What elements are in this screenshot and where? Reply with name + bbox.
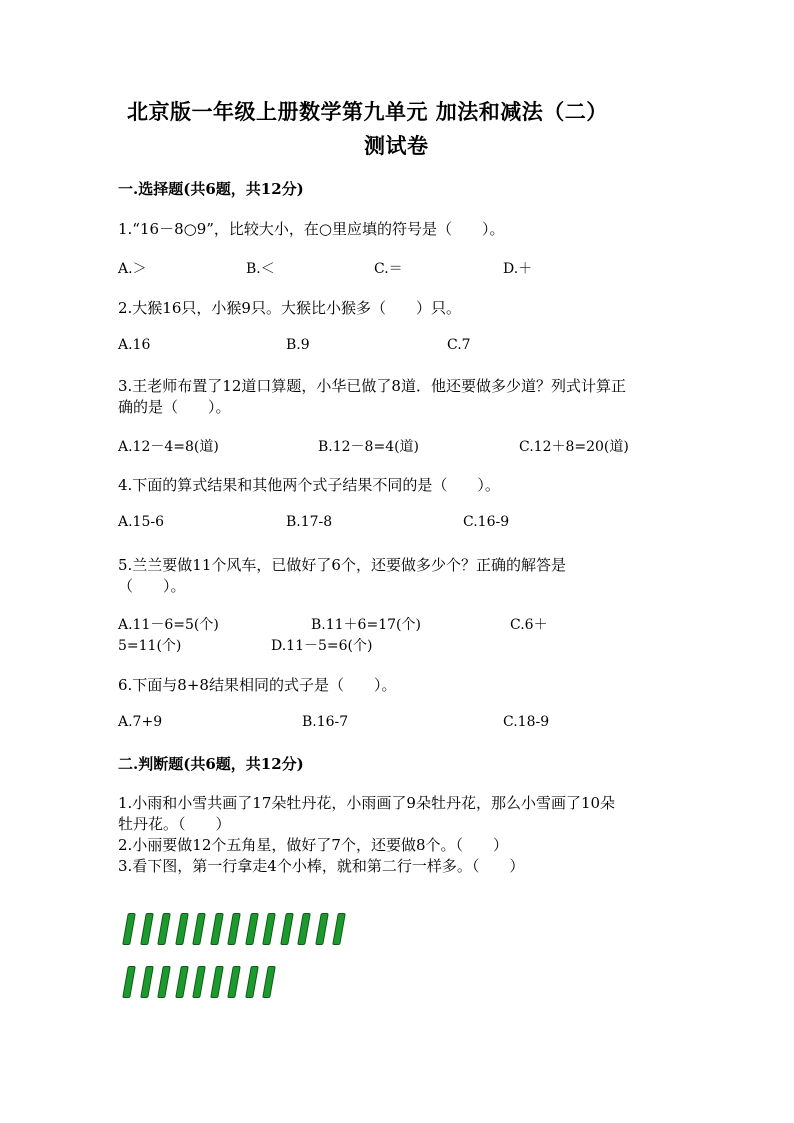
option-4c: C.16-9 bbox=[463, 514, 510, 530]
question-5-line2: （ ）。 bbox=[118, 577, 186, 595]
option-3b: B.12－8=4(道) bbox=[318, 439, 420, 455]
stick bbox=[245, 966, 259, 998]
option-4a: A.15-6 bbox=[118, 514, 165, 530]
stick bbox=[262, 966, 276, 998]
option-3a: A.12－4=8(道) bbox=[118, 439, 219, 455]
judgement-2: 2.小丽要做12个五角星，做好了7个，还要做8个。（ ） bbox=[118, 836, 508, 854]
section-heading-choice: 一.选择题(共6题，共12分) bbox=[118, 180, 304, 198]
option-3c: C.12＋8=20(道) bbox=[519, 439, 629, 455]
option-2a: A.16 bbox=[118, 337, 151, 353]
option-6b: B.16-7 bbox=[302, 714, 349, 730]
option-1a: A.＞ bbox=[118, 261, 147, 277]
stick bbox=[227, 966, 241, 998]
question-3-line1: 3.王老师布置了12道口算题，小华已做了8道．他还要做多少道？列式计算正 bbox=[118, 377, 626, 395]
option-4b: B.17-8 bbox=[286, 514, 333, 530]
stick bbox=[315, 913, 329, 945]
stick bbox=[297, 913, 311, 945]
stick bbox=[122, 966, 136, 998]
judgement-1-line2: 牡丹花。（ ） bbox=[118, 815, 231, 833]
question-1: 1.“16－8○9”，比较大小，在○里应填的符号是（ ）。 bbox=[118, 220, 505, 238]
stick bbox=[280, 913, 294, 945]
stick bbox=[175, 966, 189, 998]
page-subtitle: 测试卷 bbox=[364, 133, 429, 158]
stick bbox=[175, 913, 189, 945]
option-6a: A.7+9 bbox=[118, 714, 163, 730]
stick bbox=[227, 913, 241, 945]
stick bbox=[157, 966, 171, 998]
option-5c-part2: 5=11(个) bbox=[118, 638, 182, 654]
section-heading-judgement: 二.判断题(共6题，共12分) bbox=[118, 755, 304, 773]
option-5b: B.11＋6=17(个) bbox=[311, 617, 421, 633]
stick bbox=[245, 913, 259, 945]
stick bbox=[210, 913, 224, 945]
question-6: 6.下面与8+8结果相同的式子是（ ）。 bbox=[118, 676, 397, 694]
stick bbox=[262, 913, 276, 945]
option-5c-part1: C.6＋ bbox=[510, 617, 548, 633]
judgement-3: 3.看下图，第一行拿走4个小棒，就和第二行一样多。（ ） bbox=[118, 857, 525, 875]
judgement-1-line1: 1.小雨和小雪共画了17朵牡丹花，小雨画了9朵牡丹花，那么小雪画了10朵 bbox=[118, 794, 616, 812]
option-1c: C.＝ bbox=[374, 261, 403, 277]
stick bbox=[122, 913, 136, 945]
question-2: 2.大猴16只，小猴9只。大猴比小猴多（ ）只。 bbox=[118, 299, 461, 317]
stick bbox=[192, 913, 206, 945]
question-5-line1: 5.兰兰要做11个风车，已做好了6个，还要做多少个？正确的解答是 bbox=[118, 556, 566, 574]
stick bbox=[140, 966, 154, 998]
option-6c: C.18-9 bbox=[503, 714, 550, 730]
stick bbox=[192, 966, 206, 998]
option-2b: B.9 bbox=[286, 337, 310, 353]
stick bbox=[210, 966, 224, 998]
question-4: 4.下面的算式结果和其他两个式子结果不同的是（ ）。 bbox=[118, 476, 500, 494]
option-1d: D.＋ bbox=[503, 261, 533, 277]
option-5a: A.11－6=5(个) bbox=[118, 617, 219, 633]
option-2c: C.7 bbox=[447, 337, 471, 353]
stick bbox=[332, 913, 346, 945]
stick bbox=[157, 913, 171, 945]
page-title: 北京版一年级上册数学第九单元 加法和减法（二） bbox=[127, 99, 608, 124]
option-1b: B.＜ bbox=[246, 261, 275, 277]
stick bbox=[140, 913, 154, 945]
question-3-line2: 确的是（ ）。 bbox=[118, 398, 231, 416]
option-5d: D.11－5=6(个) bbox=[271, 638, 373, 654]
